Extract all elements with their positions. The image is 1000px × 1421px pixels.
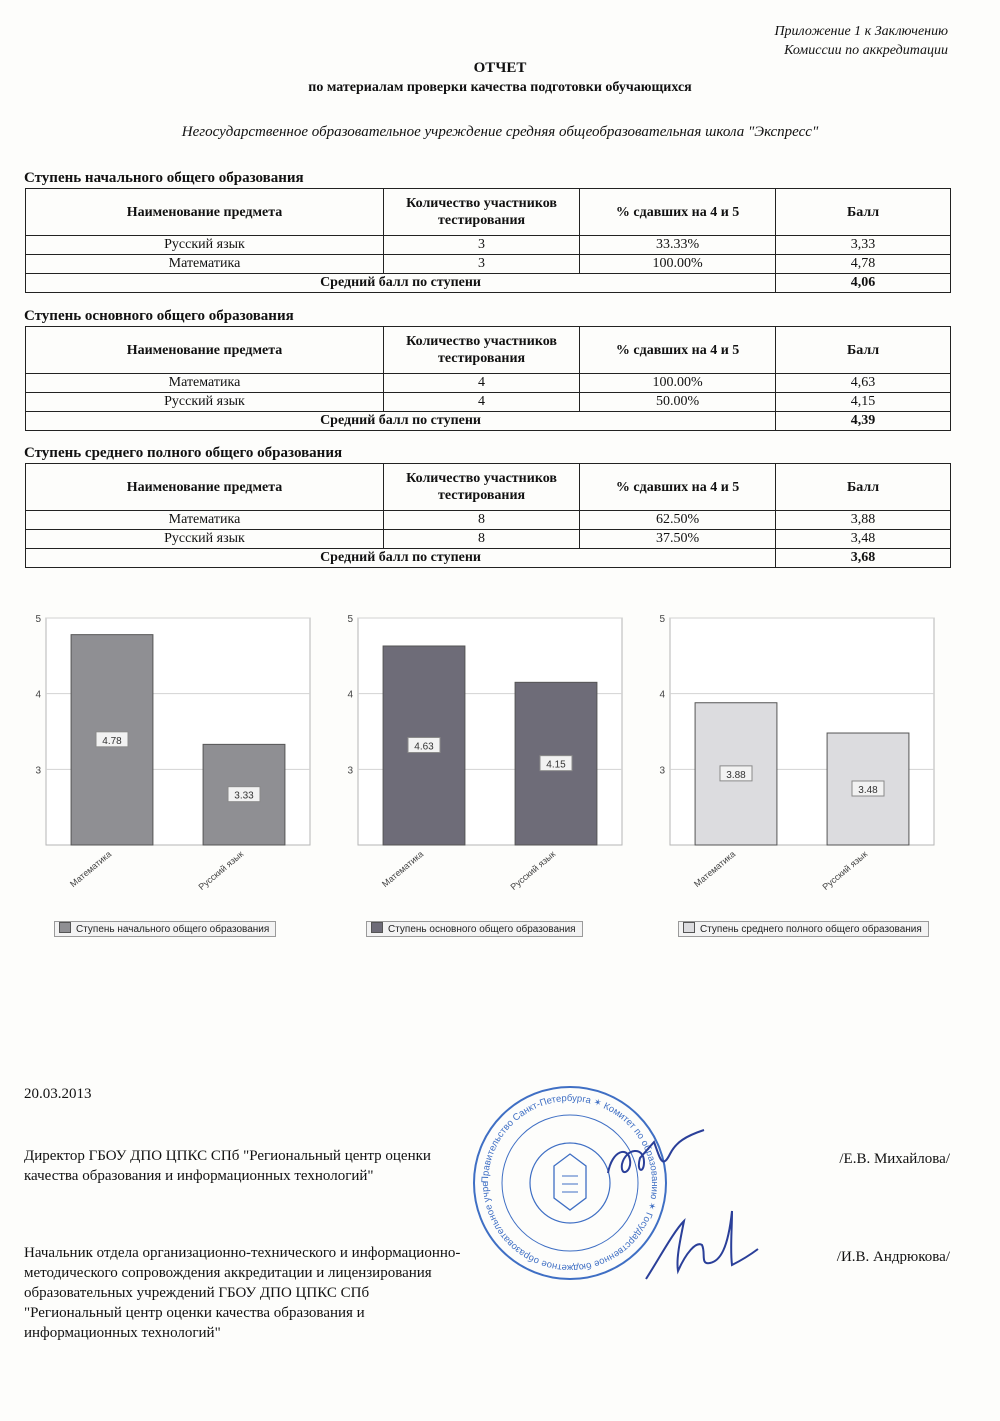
y-tick-label: 3 [659, 765, 665, 777]
header-score: Балл [776, 464, 951, 511]
table-row [26, 374, 951, 393]
header-percent: % сдавших на 4 и 5 [580, 464, 776, 511]
legend-label: Ступень среднего полного общего образования [700, 924, 922, 935]
cell-score: 4,63 [776, 374, 951, 393]
header-subject: Наименование предмета [26, 464, 384, 511]
cell-participants: 3 [383, 255, 579, 274]
section-title: Ступень среднего полного общего образования [24, 445, 343, 461]
cell-score: 3,48 [776, 530, 951, 549]
data-label: 3.33 [234, 790, 254, 802]
header-subject: Наименование предмета [26, 189, 384, 236]
signer-1-name: /Е.В. Михайлова/ [839, 1151, 950, 1167]
school-name: Негосударственное образовательное учреждение средняя общеобразовательная школа "Экспресс" [181, 124, 819, 140]
signer-2-name: /И.В. Андрюкова/ [836, 1249, 950, 1265]
y-tick-label: 4 [35, 689, 41, 701]
x-tick-label: Математика [68, 848, 114, 890]
x-tick-label: Русский язык [196, 848, 246, 893]
average-value: 4,06 [776, 274, 951, 293]
legend-label: Ступень основного общего образования [388, 924, 576, 935]
cell-score: 3,33 [776, 236, 951, 255]
chart-legend [678, 921, 929, 937]
annex-line-2: Комиссии по аккредитации [784, 43, 948, 58]
cell-subject: Русский язык [26, 530, 384, 549]
table-header-row [26, 464, 951, 511]
data-label: 3.88 [726, 769, 746, 781]
legend-swatch [683, 922, 695, 933]
table-header-row [26, 327, 951, 374]
data-label: 3.48 [858, 785, 878, 797]
y-tick-label: 5 [347, 614, 353, 625]
signature-2 [640, 1205, 760, 1285]
header-score: Балл [776, 189, 951, 236]
annex-note [774, 22, 948, 60]
cell-percent: 100.00% [580, 255, 776, 274]
data-label: 4.63 [414, 741, 434, 753]
cell-percent: 62.50% [580, 511, 776, 530]
cell-score: 4,78 [776, 255, 951, 274]
bar-chart [340, 608, 640, 918]
y-tick-label: 4 [347, 689, 353, 701]
x-tick-label: Русский язык [820, 848, 870, 893]
report-title: ОТЧЕТ [473, 60, 527, 76]
y-tick-label: 5 [659, 614, 665, 625]
cell-percent: 50.00% [580, 393, 776, 412]
signer-1-title: Директор ГБОУ ДПО ЦПКС СПб "Региональный центр оценки качества образования и информационных технологий" [24, 1148, 431, 1184]
average-row [26, 274, 951, 293]
header-participants: Количество участников тестирования [383, 464, 579, 511]
section-primary [24, 168, 952, 293]
section-basic [24, 306, 952, 431]
report-subtitle: по материалам проверки качества подготовки обучающихся [308, 80, 692, 95]
cell-subject: Математика [26, 374, 384, 393]
table-row [26, 530, 951, 549]
legend-label: Ступень начального общего образования [76, 924, 270, 935]
cell-participants: 3 [383, 236, 579, 255]
average-label: Средний балл по ступени [26, 412, 776, 431]
section-title: Ступень начального общего образования [24, 170, 304, 186]
y-tick-label: 3 [347, 765, 353, 777]
chart-basic [340, 608, 640, 948]
chart-legend [366, 921, 583, 937]
table-header-row [26, 189, 951, 236]
average-label: Средний балл по ступени [26, 274, 776, 293]
chart-secondary [652, 608, 952, 948]
cell-participants: 4 [383, 393, 579, 412]
legend-swatch [59, 922, 71, 933]
cell-subject: Русский язык [26, 393, 384, 412]
cell-subject: Математика [26, 511, 384, 530]
cell-score: 3,88 [776, 511, 951, 530]
results-table [25, 463, 951, 568]
average-value: 4,39 [776, 412, 951, 431]
table-row [26, 255, 951, 274]
cell-score: 4,15 [776, 393, 951, 412]
header-score: Балл [776, 327, 951, 374]
header-percent: % сдавших на 4 и 5 [580, 327, 776, 374]
section-title: Ступень основного общего образования [24, 308, 294, 324]
cell-participants: 8 [383, 530, 579, 549]
section-secondary [24, 443, 952, 568]
stamp-text-path: Правительство Санкт-Петербурга ✶ Комитет по образованию ✶ Государственное бюджетное образовательное учре [479, 1092, 661, 1274]
y-tick-label: 5 [35, 614, 41, 625]
table-row [26, 393, 951, 412]
report-date: 20.03.2013 [24, 1086, 92, 1102]
average-label: Средний балл по ступени [26, 549, 776, 568]
average-row [26, 412, 951, 431]
signature-1 [600, 1128, 710, 1188]
table-row [26, 236, 951, 255]
y-tick-label: 4 [659, 689, 665, 701]
cell-percent: 33.33% [580, 236, 776, 255]
cell-subject: Математика [26, 255, 384, 274]
data-label: 4.15 [546, 759, 566, 771]
header-percent: % сдавших на 4 и 5 [580, 189, 776, 236]
results-table [25, 326, 951, 431]
legend-swatch [371, 922, 383, 933]
bar-chart [28, 608, 328, 918]
header-participants: Количество участников тестирования [383, 189, 579, 236]
chart-legend [54, 921, 276, 937]
annex-line-1: Приложение 1 к Заключению [774, 24, 948, 39]
data-label: 4.78 [102, 735, 122, 747]
signer-2-title: Начальник отдела организационно-технического и информационно-методического сопровождения аккредитации и лицензирования образовательных учреждений ГБОУ ДПО ЦПКС СПб "Региональный центр оценки качества образования и информационных технологий" [24, 1245, 461, 1341]
header-participants: Количество участников тестирования [383, 327, 579, 374]
y-tick-label: 3 [35, 765, 41, 777]
cell-subject: Русский язык [26, 236, 384, 255]
cell-percent: 37.50% [580, 530, 776, 549]
cell-participants: 4 [383, 374, 579, 393]
cell-participants: 8 [383, 511, 579, 530]
average-row [26, 549, 951, 568]
bar-chart [652, 608, 952, 918]
header-subject: Наименование предмета [26, 327, 384, 374]
x-tick-label: Математика [692, 848, 738, 890]
average-value: 3,68 [776, 549, 951, 568]
chart-primary [28, 608, 328, 948]
table-row [26, 511, 951, 530]
results-table [25, 188, 951, 293]
x-tick-label: Математика [380, 848, 426, 890]
x-tick-label: Русский язык [508, 848, 558, 893]
cell-percent: 100.00% [580, 374, 776, 393]
